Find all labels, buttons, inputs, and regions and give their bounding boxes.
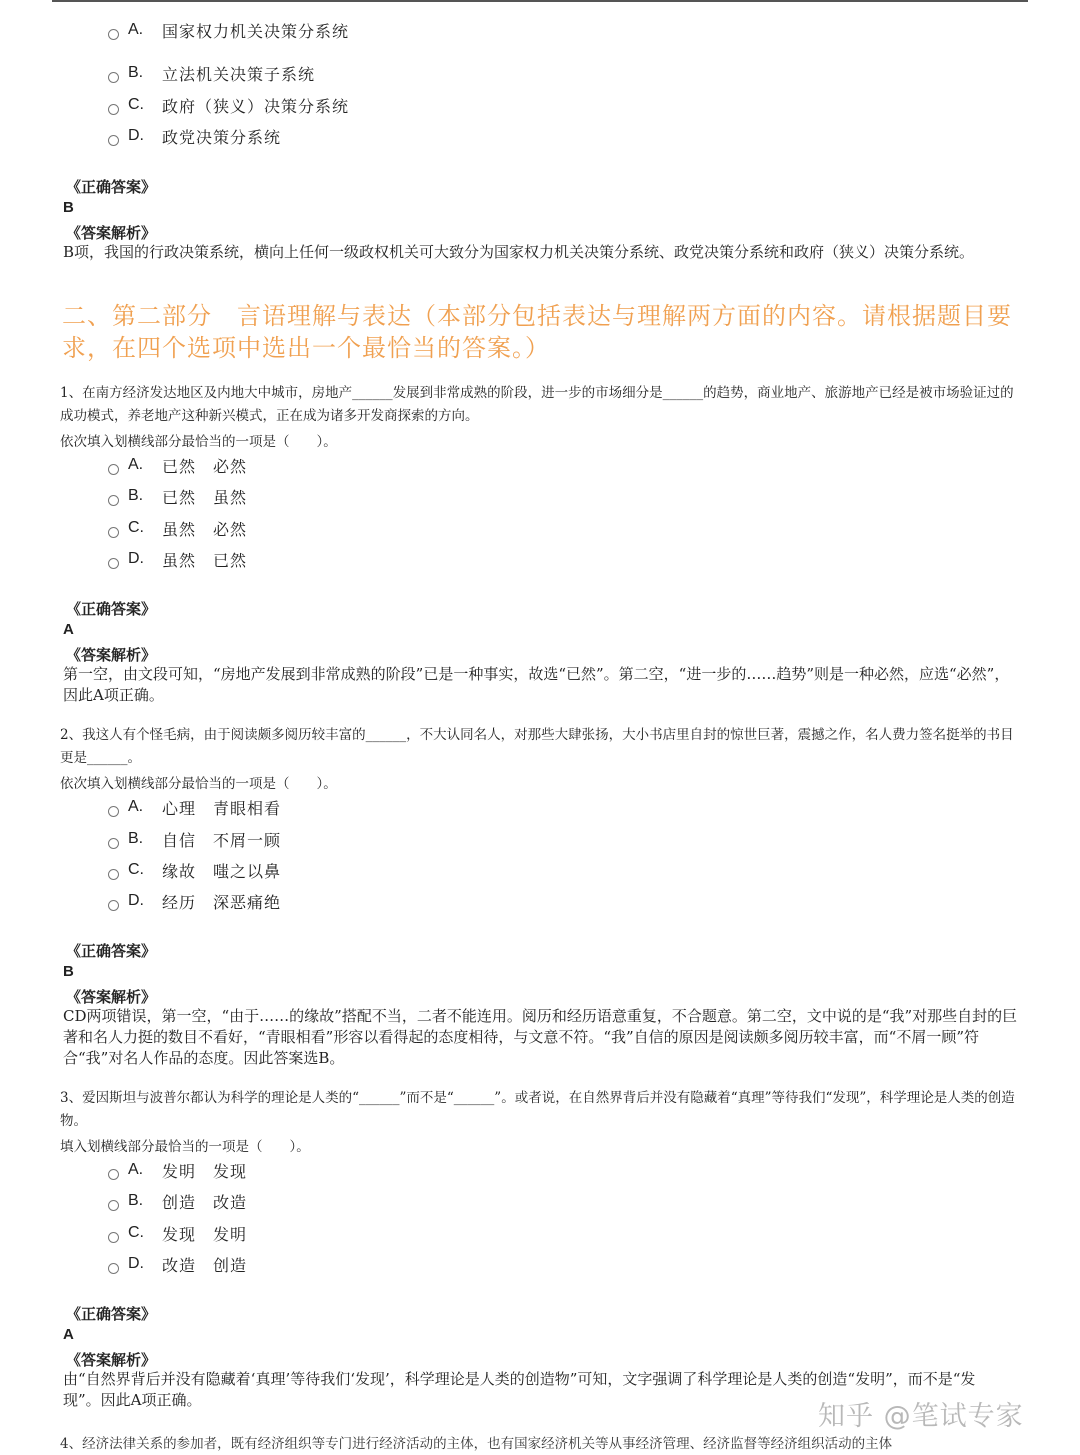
radio-icon[interactable] — [108, 495, 119, 506]
question-3-text: 3、爱因斯坦与波普尔都认为科学的理论是人类的“______”而不是“______”。或者说，在自然界背后并没有隐藏着“真理”等待我们“发现”，科学理论是人类的创造物。 — [60, 1090, 1015, 1129]
option-text: 缘故 嗤之以鼻 — [162, 861, 282, 881]
question-3-instruction: 填入划横线部分最恰当的一项是（ ）。 — [60, 1139, 310, 1155]
analysis-text: 第一空，由文段可知，“房地产发展到非常成熟的阶段”已是一种事实，故选“已然”。第二空，“进一步的……趋势”则是一种必然，应选“必然”，因此A项正确。 — [63, 665, 1010, 704]
option-text: 经历 深恶痛绝 — [162, 892, 282, 912]
radio-icon[interactable] — [108, 72, 119, 83]
radio-icon[interactable] — [108, 464, 119, 475]
q2-option-a[interactable] — [108, 794, 281, 820]
answer-label: 《正确答案》 — [66, 600, 157, 618]
analysis-text: CD两项错误，第一空，“由于……的缘故”搭配不当，二者不能连用。阅历和经历语意重复，不合题意。第二空，文中说的是“我”对那些自封的巨著和名人力挺的数目不看好，“青眼相看”形容以看得起的态度相待，与文意不符。“我”自信的原因是阅读颇多阅历较丰富，而“不屑一顾”符合“我”对名人作品的态度。因此答案选B。 — [63, 1007, 1018, 1067]
option-text: 国家权力机关决策分系统 — [162, 21, 350, 41]
q3-option-d[interactable] — [108, 1251, 247, 1277]
option-d[interactable] — [108, 123, 281, 149]
radio-icon[interactable] — [108, 838, 119, 849]
question-2-text: 2、我这人有个怪毛病，由于阅读颇多阅历较丰富的______，不大认同名人，对那些大肆张扬，大小书店里自封的惊世巨著，震撼之作，名人费力签名挺举的书目更是______。 — [60, 727, 1014, 766]
option-text: 改造 创造 — [162, 1255, 248, 1275]
answer-label: 《正确答案》 — [66, 178, 157, 196]
option-letter: D. — [128, 550, 144, 567]
option-letter: B. — [128, 830, 144, 847]
question-1-instruction: 依次填入划横线部分最恰当的一项是（ ）。 — [60, 434, 337, 450]
option-text: 政府（狭义）决策分系统 — [162, 96, 350, 116]
question-1-text: 1、在南方经济发达地区及内地大中城市，房地产______发展到非常成熟的阶段，进一步的市场细分是______的趋势，商业地产、旅游地产已经是被市场验证过的成功模式，养老地产这种新兴模式，正在成为诸多开发商探索的方向。 — [60, 385, 1014, 424]
option-letter: A. — [128, 798, 144, 815]
analysis-text: B项，我国的行政决策系统，横向上任何一级政权机关可大致分为国家权力机关决策分系统、政党决策分系统和政府（狭义）决策分系统。 — [63, 243, 975, 261]
option-text: 发现 发明 — [162, 1224, 248, 1244]
option-letter: D. — [128, 127, 144, 144]
option-letter: B. — [128, 1192, 144, 1209]
radio-icon[interactable] — [108, 806, 119, 817]
option-c[interactable] — [108, 92, 349, 118]
correct-answer: B — [63, 199, 74, 216]
radio-icon[interactable] — [108, 869, 119, 880]
option-letter: C. — [128, 861, 144, 878]
option-text: 虽然 必然 — [162, 519, 248, 539]
option-text: 发明 发现 — [162, 1161, 248, 1181]
option-text: 已然 必然 — [162, 456, 248, 476]
q1-option-a[interactable] — [108, 452, 247, 478]
q1-option-d[interactable] — [108, 546, 247, 572]
radio-icon[interactable] — [108, 29, 119, 40]
radio-icon[interactable] — [108, 104, 119, 115]
analysis-label: 《答案解析》 — [66, 646, 157, 664]
q1-option-b[interactable] — [108, 483, 247, 509]
option-text: 虽然 已然 — [162, 550, 248, 570]
watermark: 知乎 @笔试专家 — [818, 1401, 1024, 1432]
radio-icon[interactable] — [108, 1169, 119, 1180]
q3-option-c[interactable] — [108, 1220, 247, 1246]
option-letter: A. — [128, 456, 144, 473]
option-letter: A. — [128, 21, 144, 38]
analysis-label: 《答案解析》 — [66, 988, 157, 1006]
option-letter: D. — [128, 1255, 144, 1272]
option-letter: B. — [128, 64, 144, 81]
q2-option-b[interactable] — [108, 826, 281, 852]
radio-icon[interactable] — [108, 1200, 119, 1211]
option-letter: C. — [128, 1224, 144, 1241]
option-letter: C. — [128, 96, 144, 113]
radio-icon[interactable] — [108, 1232, 119, 1243]
option-text: 创造 改造 — [162, 1192, 248, 1212]
radio-icon[interactable] — [108, 900, 119, 911]
radio-icon[interactable] — [108, 558, 119, 569]
correct-answer: A — [63, 621, 74, 638]
q2-option-d[interactable] — [108, 888, 281, 914]
q3-option-b[interactable] — [108, 1188, 247, 1214]
analysis-label: 《答案解析》 — [66, 224, 157, 242]
option-letter: C. — [128, 519, 144, 536]
option-text: 心理 青眼相看 — [162, 798, 282, 818]
q3-option-a[interactable] — [108, 1157, 247, 1183]
option-text: 政党决策分系统 — [162, 127, 282, 147]
question-2-instruction: 依次填入划横线部分最恰当的一项是（ ）。 — [60, 776, 337, 792]
radio-icon[interactable] — [108, 135, 119, 146]
analysis-label: 《答案解析》 — [66, 1351, 157, 1369]
option-letter: B. — [128, 487, 144, 504]
correct-answer: A — [63, 1326, 74, 1343]
option-letter: D. — [128, 892, 144, 909]
option-letter: A. — [128, 1161, 144, 1178]
q1-option-c[interactable] — [108, 515, 247, 541]
top-divider — [52, 0, 1028, 2]
answer-label: 《正确答案》 — [66, 942, 157, 960]
correct-answer: B — [63, 963, 74, 980]
analysis-text: 由“自然界背后并没有隐藏着‘真理’等待我们‘发现’，科学理论是人类的创造物”可知，文字强调了科学理论是人类的创造“发明”，而不是“发现”。因此A项正确。 — [63, 1370, 976, 1409]
radio-icon[interactable] — [108, 527, 119, 538]
option-text: 自信 不屑一顾 — [162, 830, 282, 850]
q2-option-c[interactable] — [108, 857, 281, 883]
radio-icon[interactable] — [108, 1263, 119, 1274]
option-a[interactable] — [108, 17, 349, 43]
question-4-partial: 4、经济法律关系的参加者，既有经济组织等专门进行经济活动的主体，也有国家经济机关等从事经济管理、经济监督等经济组织活动的主体 — [60, 1436, 893, 1452]
section-title: 二、第二部分 言语理解与表达（本部分包括表达与理解两方面的内容。请根据题目要求，在四个选项中选出一个最恰当的答案。） — [62, 302, 1012, 362]
option-text: 已然 虽然 — [162, 487, 248, 507]
option-b[interactable] — [108, 60, 315, 86]
option-text: 立法机关决策子系统 — [162, 64, 316, 84]
answer-label: 《正确答案》 — [66, 1305, 157, 1323]
